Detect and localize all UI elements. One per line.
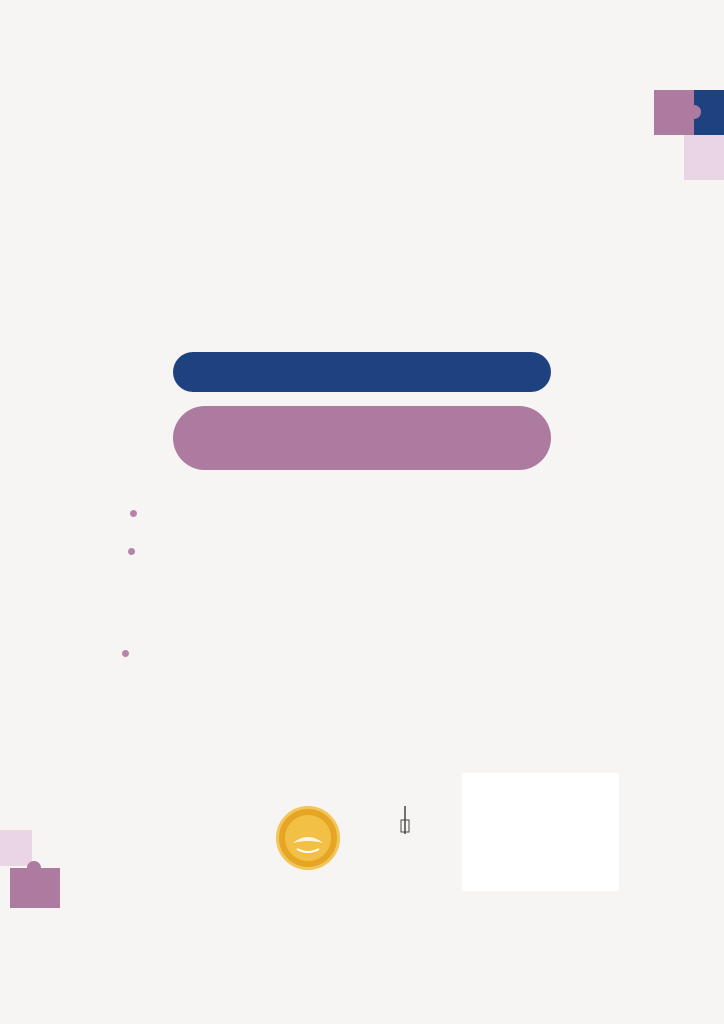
puzzle-piece [0, 830, 32, 866]
puzzle-border-top [0, 0, 724, 115]
puzzle-corner-right [624, 0, 724, 200]
ddm-logo-icon [372, 806, 438, 872]
hwpl-emblem [279, 809, 337, 867]
puzzle-corner-left [0, 820, 80, 910]
bullet-dot [130, 510, 137, 517]
bullet-dot [122, 650, 129, 657]
qr-card[interactable] [462, 773, 619, 891]
place-pill [173, 406, 551, 470]
hwpl-logo-icon [276, 806, 340, 870]
ddm-tower-icon [372, 806, 438, 836]
date-pill [173, 352, 551, 392]
qr-code-icon[interactable] [506, 781, 576, 851]
ddm-subtitle [374, 854, 437, 863]
bullet-dot [128, 548, 135, 555]
puzzle-border-bottom [0, 905, 724, 1024]
